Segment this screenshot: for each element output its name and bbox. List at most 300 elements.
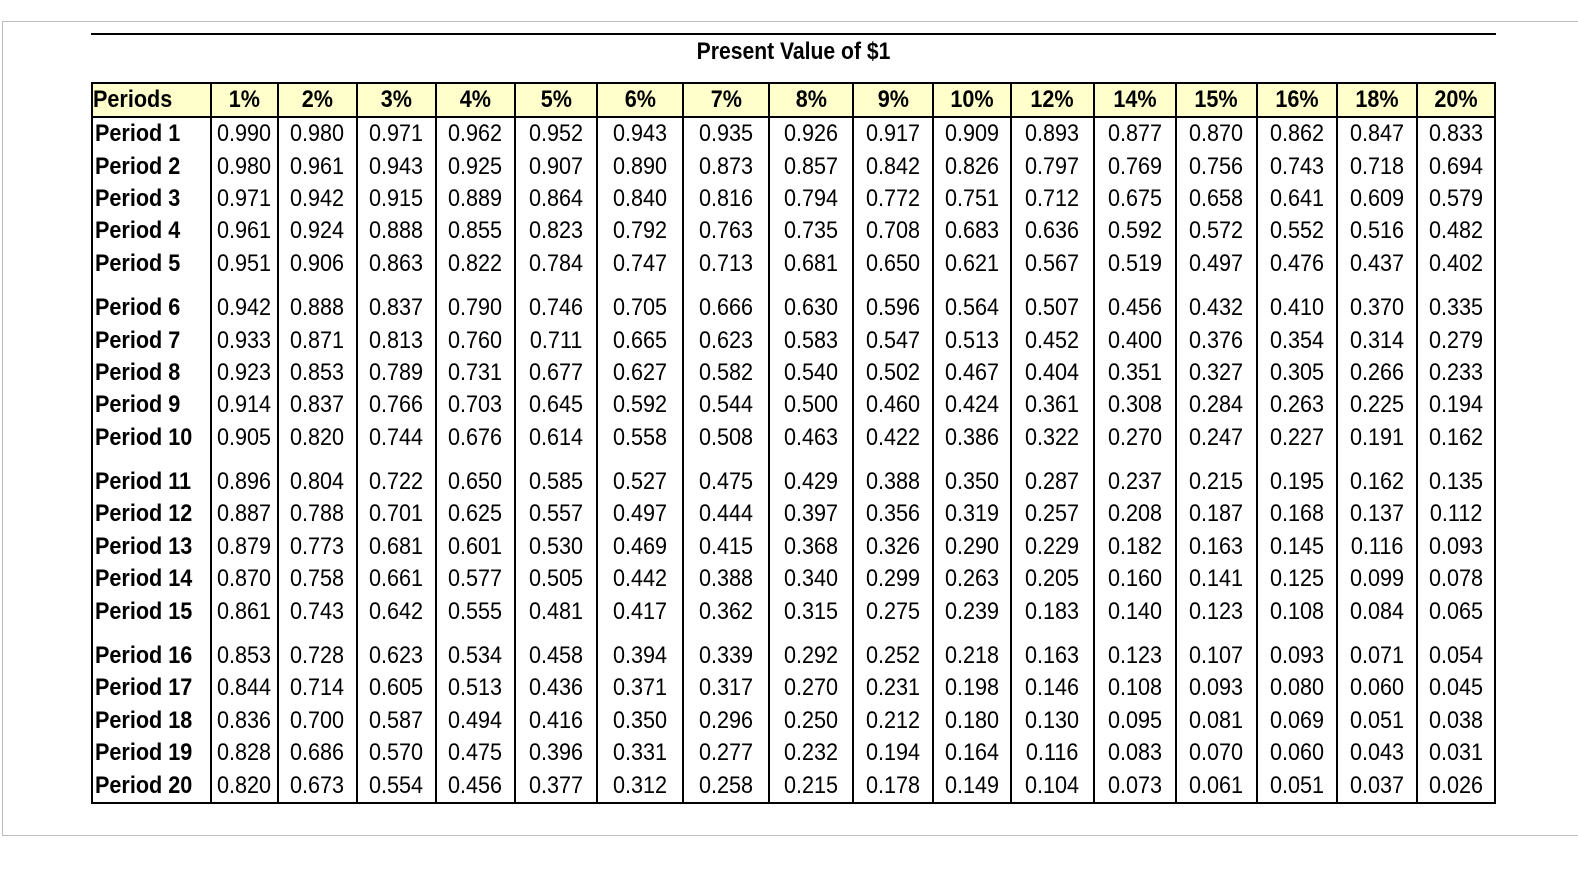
- table-header-row: [92, 83, 1495, 117]
- pv-factor-value: 0.943: [612, 120, 668, 148]
- pv-factor-cell: [211, 454, 278, 498]
- pv-factor-cell: [278, 248, 357, 280]
- pv-factor-value: 0.037: [1349, 771, 1405, 799]
- pv-factor-value: 0.605: [369, 674, 424, 702]
- pv-factor-cell: [597, 248, 683, 280]
- pv-factor-cell: [278, 117, 357, 150]
- pv-factor-cell: [1176, 454, 1257, 498]
- pv-factor-value: 0.792: [612, 217, 668, 245]
- pv-factor-cell: [211, 324, 278, 356]
- pv-factor-cell: [1337, 737, 1417, 769]
- pv-factor-value: 0.073: [1107, 771, 1163, 799]
- pv-factor-value: 0.326: [865, 532, 921, 560]
- pv-factor-value: 0.823: [528, 217, 584, 245]
- pv-factor-value: 0.714: [290, 674, 345, 702]
- pv-factor-cell: [933, 324, 1011, 356]
- pv-factor-cell: [1094, 454, 1176, 498]
- pv-factor-cell: [1337, 563, 1417, 595]
- pv-factor-value: 0.377: [528, 771, 584, 799]
- pv-factor-value: 0.146: [1025, 674, 1080, 702]
- pv-factor-cell: [515, 563, 597, 595]
- pv-factor-value: 0.625: [448, 500, 503, 528]
- rate-column-header: [1011, 83, 1094, 117]
- pv-factor-value: 0.773: [290, 532, 345, 560]
- pv-factor-cell: [597, 705, 683, 737]
- pv-factor-cell: [1011, 150, 1094, 182]
- pv-factor-cell: [278, 422, 357, 454]
- pv-factor-cell: [357, 531, 436, 563]
- pv-factor-value: 0.658: [1189, 184, 1244, 212]
- pv-factor-cell: [683, 324, 769, 356]
- pv-factor-cell: [1176, 498, 1257, 530]
- pv-factor-value: 0.299: [865, 565, 921, 593]
- pv-factor-cell: [853, 563, 933, 595]
- pv-factor-value: 0.502: [865, 358, 921, 386]
- pv-factor-value: 0.677: [528, 358, 584, 386]
- pv-factor-cell: [1417, 248, 1495, 280]
- pv-factor-value: 0.933: [217, 326, 272, 354]
- pv-factor-value: 0.270: [783, 674, 839, 702]
- pv-factor-value: 0.060: [1349, 674, 1405, 702]
- pv-factor-value: 0.232: [783, 739, 839, 767]
- pv-factor-cell: [1094, 595, 1176, 627]
- pv-factor-value: 0.990: [217, 120, 272, 148]
- pv-factor-value: 0.794: [783, 184, 839, 212]
- pv-factor-value: 0.400: [1107, 326, 1163, 354]
- rate-header-label: 15%: [1194, 86, 1239, 113]
- pv-factor-cell: [1337, 498, 1417, 530]
- pv-factor-value: 0.519: [1107, 249, 1163, 277]
- pv-factor-value: 0.907: [528, 152, 584, 180]
- pv-factor-value: 0.436: [528, 674, 584, 702]
- pv-factor-value: 0.463: [783, 423, 839, 451]
- pv-factor-value: 0.429: [783, 468, 839, 496]
- pv-factor-value: 0.442: [612, 565, 668, 593]
- pv-factor-cell: [1094, 215, 1176, 247]
- pv-factor-cell: [1011, 737, 1094, 769]
- pv-factor-value: 0.540: [783, 358, 839, 386]
- pv-factor-value: 0.592: [1107, 217, 1163, 245]
- pv-factor-value: 0.924: [290, 217, 345, 245]
- pv-factor-value: 0.870: [1189, 120, 1244, 148]
- pv-factor-cell: [769, 705, 853, 737]
- pv-factor-cell: [357, 705, 436, 737]
- pv-factor-cell: [515, 280, 597, 324]
- pv-factor-cell: [1417, 737, 1495, 769]
- period-label-text: Period 20: [95, 771, 193, 799]
- pv-factor-cell: [933, 150, 1011, 182]
- pv-factor-cell: [597, 357, 683, 389]
- pv-factor-value: 0.500: [783, 391, 839, 419]
- pv-factor-value: 0.137: [1349, 500, 1405, 528]
- pv-factor-value: 0.942: [217, 294, 272, 322]
- pv-factor-cell: [357, 248, 436, 280]
- pv-factor-value: 0.368: [783, 532, 839, 560]
- pv-factor-value: 0.237: [1107, 468, 1163, 496]
- pv-factor-value: 0.476: [1269, 249, 1325, 277]
- pv-factor-cell: [436, 150, 515, 182]
- pv-factor-value: 0.630: [783, 294, 839, 322]
- pv-factor-cell: [1417, 389, 1495, 421]
- pv-factor-value: 0.879: [217, 532, 272, 560]
- rate-header-label: 4%: [459, 86, 492, 113]
- pv-factor-cell: [1257, 117, 1337, 150]
- pv-factor-value: 0.231: [865, 674, 921, 702]
- pv-factor-value: 0.701: [369, 500, 424, 528]
- pv-factor-value: 0.180: [944, 706, 1000, 734]
- pv-factor-value: 0.108: [1107, 674, 1163, 702]
- pv-factor-cell: [1257, 324, 1337, 356]
- pv-factor-cell: [1257, 357, 1337, 389]
- pv-factor-value: 0.467: [944, 358, 1000, 386]
- pv-factor-value: 0.164: [944, 739, 1000, 767]
- pv-factor-value: 0.915: [369, 184, 424, 212]
- period-label: [92, 248, 211, 280]
- pv-factor-cell: [769, 357, 853, 389]
- pv-factor-value: 0.160: [1107, 565, 1163, 593]
- pv-factor-cell: [1417, 183, 1495, 215]
- pv-factor-cell: [683, 531, 769, 563]
- pv-factor-cell: [357, 737, 436, 769]
- pv-factor-value: 0.458: [528, 642, 584, 670]
- pv-factor-value: 0.340: [783, 565, 839, 593]
- pv-factor-value: 0.837: [290, 391, 345, 419]
- period-label: [92, 498, 211, 530]
- pv-factor-cell: [357, 628, 436, 672]
- period-label: [92, 705, 211, 737]
- pv-factor-value: 0.661: [369, 565, 424, 593]
- pv-factor-cell: [357, 498, 436, 530]
- pv-factor-value: 0.855: [448, 217, 503, 245]
- pv-factor-cell: [1176, 769, 1257, 802]
- pv-factor-value: 0.650: [865, 249, 921, 277]
- pv-factor-value: 0.168: [1269, 500, 1325, 528]
- pv-factor-value: 0.095: [1107, 706, 1163, 734]
- page-title: Present Value of $1: [696, 38, 891, 65]
- pv-factor-value: 0.705: [612, 294, 668, 322]
- pv-factor-cell: [211, 737, 278, 769]
- pv-factor-value: 0.980: [290, 120, 345, 148]
- pv-factor-value: 0.327: [1189, 358, 1244, 386]
- pv-factor-value: 0.125: [1269, 565, 1325, 593]
- pv-factor-value: 0.469: [612, 532, 668, 560]
- pv-factor-value: 0.308: [1107, 391, 1163, 419]
- pv-factor-value: 0.339: [698, 642, 754, 670]
- pv-factor-cell: [683, 117, 769, 150]
- pv-factor-cell: [357, 672, 436, 704]
- pv-factor-cell: [853, 595, 933, 627]
- pv-factor-value: 0.351: [1107, 358, 1163, 386]
- pv-factor-value: 0.962: [448, 120, 503, 148]
- pv-factor-value: 0.212: [865, 706, 921, 734]
- pv-factor-cell: [1257, 280, 1337, 324]
- pv-factor-cell: [1337, 183, 1417, 215]
- pv-factor-cell: [278, 215, 357, 247]
- table-row: [92, 769, 1495, 802]
- pv-factor-cell: [1011, 672, 1094, 704]
- pv-factor-value: 0.683: [944, 217, 1000, 245]
- pv-factor-cell: [1176, 150, 1257, 182]
- pv-factor-cell: [597, 737, 683, 769]
- pv-factor-cell: [769, 672, 853, 704]
- pv-factor-value: 0.857: [783, 152, 839, 180]
- pv-factor-value: 0.961: [217, 217, 272, 245]
- pv-factor-value: 0.743: [290, 597, 345, 625]
- pv-factor-cell: [769, 117, 853, 150]
- pv-factor-cell: [597, 672, 683, 704]
- pv-factor-cell: [853, 498, 933, 530]
- rate-header-label: 5%: [540, 86, 572, 113]
- pv-factor-cell: [211, 628, 278, 672]
- pv-factor-value: 0.257: [1025, 500, 1080, 528]
- pv-factor-cell: [357, 150, 436, 182]
- pv-factor-cell: [436, 215, 515, 247]
- pv-factor-cell: [1176, 737, 1257, 769]
- pv-factor-cell: [1176, 389, 1257, 421]
- pv-factor-cell: [1094, 531, 1176, 563]
- pv-factor-cell: [515, 628, 597, 672]
- pv-factor-cell: [853, 422, 933, 454]
- pv-factor-cell: [278, 324, 357, 356]
- pv-factor-cell: [278, 563, 357, 595]
- pv-factor-cell: [769, 531, 853, 563]
- pv-factor-value: 0.081: [1189, 706, 1244, 734]
- pv-factor-cell: [1176, 183, 1257, 215]
- pv-factor-value: 0.888: [290, 294, 345, 322]
- pv-factor-value: 0.162: [1428, 423, 1484, 451]
- pv-factor-cell: [357, 183, 436, 215]
- pv-factor-value: 0.208: [1107, 500, 1163, 528]
- pv-factor-value: 0.432: [1189, 294, 1244, 322]
- pv-factor-value: 0.239: [944, 597, 1000, 625]
- pv-factor-value: 0.386: [944, 423, 1000, 451]
- pv-factor-value: 0.820: [217, 771, 272, 799]
- pv-factor-value: 0.250: [783, 706, 839, 734]
- pv-factor-cell: [1337, 422, 1417, 454]
- rate-column-header: [1176, 83, 1257, 117]
- pv-factor-value: 0.315: [783, 597, 839, 625]
- table-row: [92, 150, 1495, 182]
- pv-factor-cell: [1337, 595, 1417, 627]
- pv-factor-value: 0.579: [1428, 184, 1484, 212]
- pv-factor-cell: [1417, 454, 1495, 498]
- pv-factor-cell: [1257, 422, 1337, 454]
- rate-column-header: [769, 83, 853, 117]
- pv-factor-value: 0.149: [944, 771, 1000, 799]
- pv-factor-cell: [357, 422, 436, 454]
- pv-factor-cell: [1257, 705, 1337, 737]
- pv-factor-value: 0.558: [612, 423, 668, 451]
- pv-factor-cell: [278, 595, 357, 627]
- pv-factor-cell: [1257, 563, 1337, 595]
- pv-factor-cell: [1257, 454, 1337, 498]
- pv-factor-value: 0.247: [1189, 423, 1244, 451]
- pv-factor-cell: [1094, 705, 1176, 737]
- pv-factor-cell: [436, 117, 515, 150]
- pv-factor-cell: [1094, 672, 1176, 704]
- pv-factor-cell: [853, 150, 933, 182]
- pv-factor-cell: [436, 422, 515, 454]
- pv-factor-value: 0.871: [290, 326, 345, 354]
- pv-factor-value: 0.909: [944, 120, 1000, 148]
- pv-factor-value: 0.873: [698, 152, 754, 180]
- pv-factor-value: 0.728: [290, 642, 345, 670]
- pv-factor-value: 0.026: [1428, 771, 1484, 799]
- pv-factor-value: 0.516: [1349, 217, 1405, 245]
- pv-factor-value: 0.135: [1428, 468, 1484, 496]
- pv-factor-cell: [515, 183, 597, 215]
- pv-factor-cell: [211, 705, 278, 737]
- pv-factor-cell: [515, 769, 597, 802]
- pv-factor-cell: [515, 705, 597, 737]
- period-label-text: Period 17: [95, 674, 193, 702]
- pv-factor-value: 0.178: [865, 771, 921, 799]
- pv-factor-value: 0.840: [612, 184, 668, 212]
- pv-factor-value: 0.145: [1269, 532, 1325, 560]
- pv-factor-value: 0.943: [369, 152, 424, 180]
- rate-header-label: 6%: [624, 86, 656, 113]
- pv-factor-cell: [683, 389, 769, 421]
- pv-factor-cell: [683, 183, 769, 215]
- table-row: [92, 563, 1495, 595]
- pv-factor-cell: [933, 769, 1011, 802]
- pv-factor-cell: [1011, 422, 1094, 454]
- table-row: [92, 215, 1495, 247]
- period-label-text: Period 14: [95, 565, 193, 593]
- pv-factor-value: 0.686: [290, 739, 345, 767]
- pv-factor-cell: [515, 422, 597, 454]
- pv-factor-cell: [515, 531, 597, 563]
- pv-factor-cell: [1257, 737, 1337, 769]
- top-rule: [91, 33, 1496, 35]
- pv-factor-value: 0.572: [1189, 217, 1244, 245]
- pv-factor-cell: [436, 595, 515, 627]
- pv-factor-cell: [933, 737, 1011, 769]
- pv-factor-value: 0.099: [1349, 565, 1405, 593]
- rate-column-header: [1337, 83, 1417, 117]
- pv-factor-cell: [683, 737, 769, 769]
- pv-factor-value: 0.116: [1026, 739, 1079, 767]
- pv-factor-value: 0.530: [528, 532, 584, 560]
- pv-factor-value: 0.766: [369, 391, 424, 419]
- pv-factor-cell: [211, 183, 278, 215]
- pv-factor-value: 0.140: [1107, 597, 1163, 625]
- pv-factor-cell: [1011, 563, 1094, 595]
- pv-factor-value: 0.071: [1349, 642, 1405, 670]
- table-row: [92, 389, 1495, 421]
- pv-factor-value: 0.925: [448, 152, 503, 180]
- period-label-text: Period 15: [95, 597, 193, 625]
- pv-factor-cell: [853, 454, 933, 498]
- pv-factor-value: 0.567: [1025, 249, 1080, 277]
- pv-factor-value: 0.623: [698, 326, 754, 354]
- rate-header-label: 16%: [1275, 86, 1319, 113]
- pv-factor-cell: [211, 215, 278, 247]
- pv-factor-value: 0.370: [1349, 294, 1405, 322]
- pv-factor-cell: [211, 498, 278, 530]
- pv-factor-value: 0.751: [944, 184, 1000, 212]
- pv-factor-cell: [1337, 117, 1417, 150]
- pv-factor-cell: [515, 595, 597, 627]
- pv-factor-value: 0.842: [865, 152, 921, 180]
- pv-factor-cell: [211, 389, 278, 421]
- pv-factor-cell: [515, 248, 597, 280]
- pv-factor-cell: [933, 705, 1011, 737]
- pv-factor-value: 0.700: [290, 706, 345, 734]
- pv-factor-cell: [683, 563, 769, 595]
- pv-factor-cell: [1257, 595, 1337, 627]
- period-label-text: Period 1: [95, 120, 181, 148]
- pv-factor-value: 0.279: [1428, 326, 1484, 354]
- pv-factor-cell: [1176, 705, 1257, 737]
- pv-factor-cell: [436, 183, 515, 215]
- pv-factor-cell: [1011, 248, 1094, 280]
- pv-factor-value: 0.756: [1189, 152, 1244, 180]
- pv-factor-value: 0.163: [1189, 532, 1244, 560]
- pv-factor-cell: [933, 531, 1011, 563]
- pv-factor-cell: [357, 324, 436, 356]
- pv-factor-value: 0.314: [1349, 326, 1405, 354]
- period-label: [92, 280, 211, 324]
- pv-factor-value: 0.577: [448, 565, 503, 593]
- period-label-text: Period 12: [95, 500, 193, 528]
- pv-factor-value: 0.836: [217, 706, 272, 734]
- pv-factor-cell: [357, 389, 436, 421]
- period-label: [92, 324, 211, 356]
- pv-factor-cell: [1337, 454, 1417, 498]
- pv-factor-value: 0.305: [1269, 358, 1325, 386]
- pv-factor-value: 0.744: [369, 423, 424, 451]
- pv-factor-cell: [1176, 117, 1257, 150]
- pv-factor-cell: [769, 324, 853, 356]
- pv-factor-cell: [1094, 280, 1176, 324]
- rate-header-label: 12%: [1030, 86, 1075, 113]
- pv-factor-value: 0.331: [612, 739, 668, 767]
- pv-factor-value: 0.926: [783, 120, 839, 148]
- pv-factor-cell: [211, 769, 278, 802]
- rate-column-header: [853, 83, 933, 117]
- pv-factor-cell: [515, 389, 597, 421]
- period-label: [92, 563, 211, 595]
- pv-factor-value: 0.862: [1269, 120, 1325, 148]
- pv-factor-value: 0.043: [1349, 739, 1405, 767]
- pv-factor-value: 0.564: [944, 294, 1000, 322]
- period-label-text: Period 9: [95, 391, 181, 419]
- pv-factor-value: 0.065: [1428, 597, 1484, 625]
- pv-factor-cell: [933, 357, 1011, 389]
- pv-factor-cell: [933, 422, 1011, 454]
- pv-factor-value: 0.636: [1025, 217, 1080, 245]
- pv-factor-cell: [515, 672, 597, 704]
- pv-factor-value: 0.376: [1189, 326, 1244, 354]
- pv-factor-cell: [1337, 150, 1417, 182]
- pv-factor-cell: [1176, 595, 1257, 627]
- pv-factor-cell: [1337, 389, 1417, 421]
- pv-factor-value: 0.031: [1428, 739, 1484, 767]
- pv-factor-value: 0.893: [1025, 120, 1080, 148]
- pv-factor-value: 0.084: [1349, 597, 1405, 625]
- pv-factor-cell: [1417, 422, 1495, 454]
- pv-factor-cell: [1417, 215, 1495, 247]
- pv-factor-cell: [597, 389, 683, 421]
- period-label-text: Period 18: [95, 706, 193, 734]
- document-viewport[interactable]: [2, 21, 1578, 836]
- pv-factor-cell: [211, 248, 278, 280]
- pv-factor-cell: [357, 595, 436, 627]
- pv-factor-cell: [933, 248, 1011, 280]
- pv-factor-value: 0.673: [290, 771, 345, 799]
- pv-factor-value: 0.847: [1349, 120, 1405, 148]
